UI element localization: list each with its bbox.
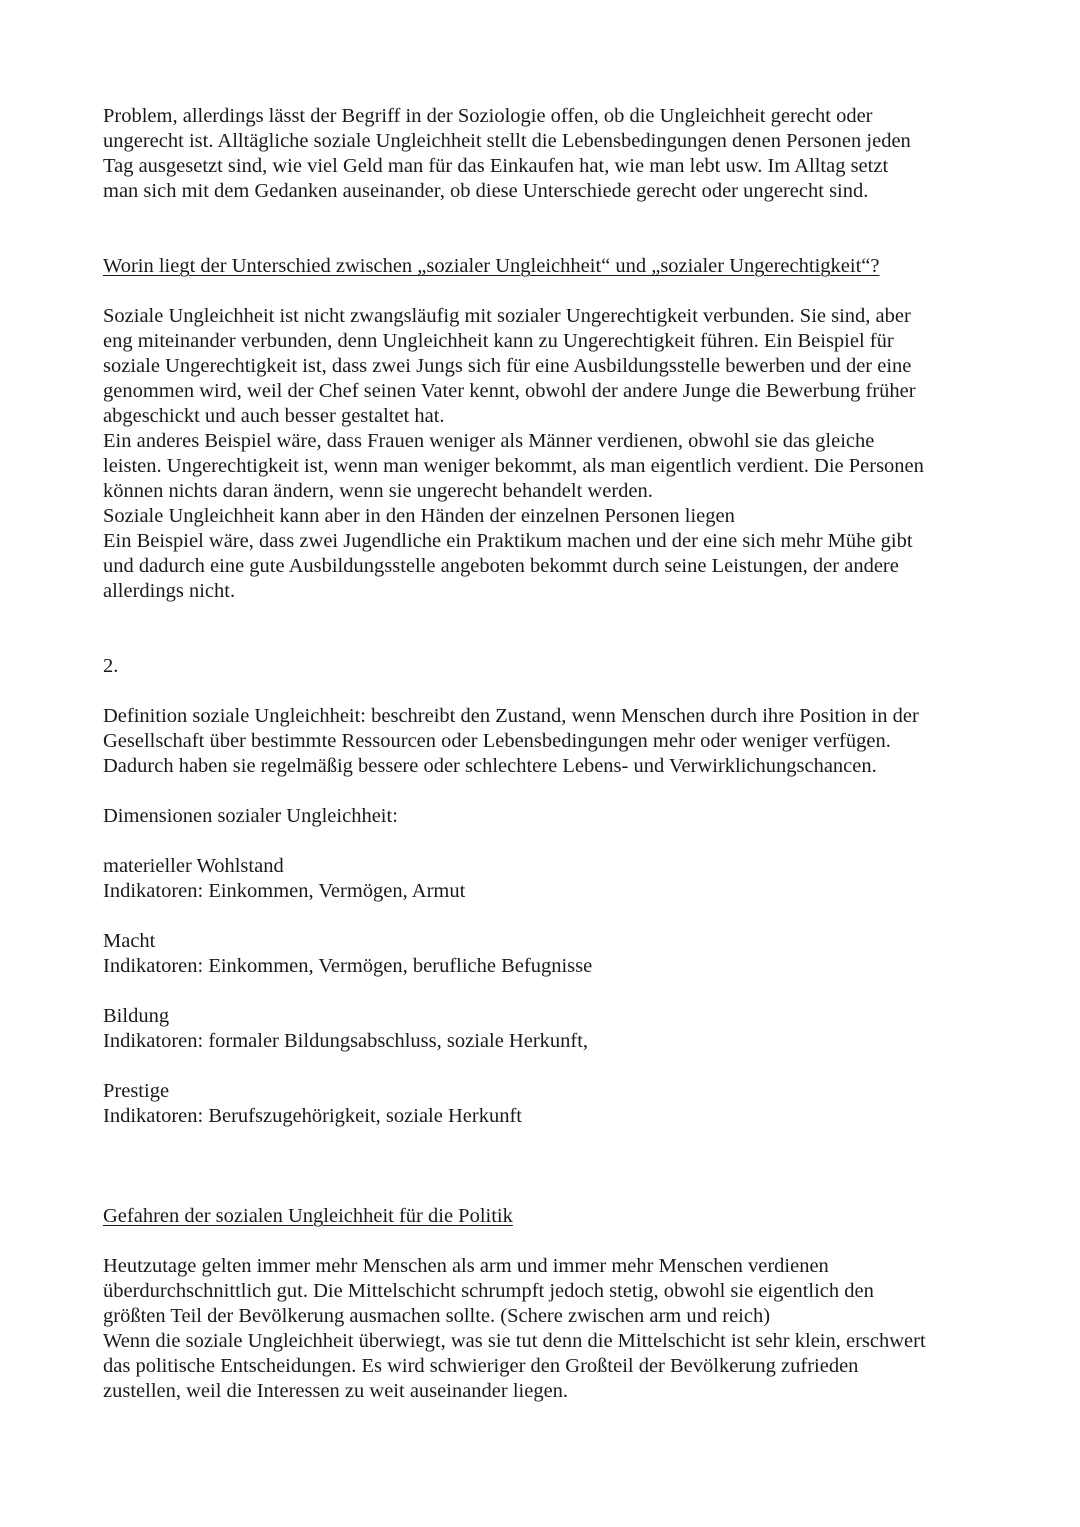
heading-text: Worin liegt der Unterschied zwischen „sozialer Ungleichheit“ und „sozialer Ungerechtigkeit“?	[103, 255, 880, 277]
text-line: zustellen, weil die Interessen zu weit auseinander liegen.	[103, 1380, 569, 1402]
section-heading-difference	[103, 254, 983, 279]
text-line: genommen wird, weil der Chef seinen Vater kennt, obwohl der andere Junge die Bewerbung früher	[103, 380, 916, 402]
text-line: das politische Entscheidungen. Es wird schwieriger den Großteil der Bevölkerung zufrieden	[103, 1355, 859, 1377]
dangers-paragraph	[103, 1254, 983, 1404]
text-line: überdurchschnittlich gut. Die Mittelschicht schrumpft jedoch stetig, obwohl sie eigentlich den	[103, 1280, 874, 1302]
text-line: Ein Beispiel wäre, dass zwei Jugendliche ein Praktikum machen und der eine sich mehr Mühe gibt	[103, 530, 913, 552]
text-line: abgeschickt und auch besser gestaltet hat.	[103, 405, 445, 427]
text-line: können nichts daran ändern, wenn sie ungerecht behandelt werden.	[103, 480, 653, 502]
text-line: größten Teil der Bevölkerung ausmachen sollte. (Schere zwischen arm und reich)	[103, 1305, 771, 1327]
document-page	[103, 104, 983, 1404]
text-line: Problem, allerdings lässt der Begriff in der Soziologie offen, ob die Ungleichheit gerecht oder	[103, 105, 873, 127]
text-line: und dadurch eine gute Ausbildungsstelle angeboten bekommt durch seine Leistungen, der andere	[103, 555, 899, 577]
section-number: 2.	[103, 655, 119, 677]
dimension-indicators: Indikatoren: Einkommen, Vermögen, Armut	[103, 880, 466, 902]
text-line: leisten. Ungerechtigkeit ist, wenn man weniger bekommt, als man eigentlich verdient. Die Personen	[103, 455, 924, 477]
text-line: Dadurch haben sie regelmäßig bessere oder schlechtere Lebens- und Verwirklichungschancen.	[103, 755, 877, 777]
text-line: Tag ausgesetzt sind, wie viel Geld man für das Einkaufen hat, wie man lebt usw. Im Alltag setzt	[103, 155, 889, 177]
intro-paragraph	[103, 104, 983, 204]
heading-text: Gefahren der sozialen Ungleichheit für die Politik	[103, 1205, 513, 1227]
dimensions-title: Dimensionen sozialer Ungleichheit:	[103, 805, 398, 827]
dimension-item	[103, 854, 983, 904]
section-heading-dangers	[103, 1204, 983, 1229]
text-line: allerdings nicht.	[103, 580, 236, 602]
text-line: Soziale Ungleichheit ist nicht zwangsläufig mit sozialer Ungerechtigkeit verbunden. Sie sind, aber	[103, 305, 911, 327]
text-line: eng miteinander verbunden, denn Ungleichheit kann zu Ungerechtigkeit führen. Ein Beispiel für	[103, 330, 894, 352]
text-line: Wenn die soziale Ungleichheit überwiegt, was sie tut denn die Mittelschicht ist sehr klein, erschwert	[103, 1330, 926, 1352]
definition-paragraph	[103, 704, 983, 779]
text-line: Heutzutage gelten immer mehr Menschen als arm und immer mehr Menschen verdienen	[103, 1255, 829, 1277]
text-line: man sich mit dem Gedanken auseinander, ob diese Unterschiede gerecht oder ungerecht sind.	[103, 180, 869, 202]
text-line: Definition soziale Ungleichheit: beschreibt den Zustand, wenn Menschen durch ihre Position in der	[103, 705, 919, 727]
dimension-item	[103, 929, 983, 979]
dimension-name: materieller Wohlstand	[103, 855, 284, 877]
text-line: Gesellschaft über bestimmte Ressourcen oder Lebensbedingungen mehr oder weniger verfügen.	[103, 730, 891, 752]
dimension-indicators: Indikatoren: formaler Bildungsabschluss, soziale Herkunft,	[103, 1030, 589, 1052]
dimension-name: Prestige	[103, 1080, 170, 1102]
text-line: Ein anderes Beispiel wäre, dass Frauen weniger als Männer verdienen, obwohl sie das gleiche	[103, 430, 875, 452]
dimension-name: Macht	[103, 930, 156, 952]
dimension-indicators: Indikatoren: Einkommen, Vermögen, berufliche Befugnisse	[103, 955, 593, 977]
dimension-indicators: Indikatoren: Berufszugehörigkeit, soziale Herkunft	[103, 1105, 522, 1127]
text-line: soziale Ungerechtigkeit ist, dass zwei Jungs sich für eine Ausbildungsstelle bewerben und der eine	[103, 355, 912, 377]
text-line: Soziale Ungleichheit kann aber in den Händen der einzelnen Personen liegen	[103, 505, 735, 527]
dimension-item	[103, 1004, 983, 1054]
dimension-name: Bildung	[103, 1005, 170, 1027]
text-line: ungerecht ist. Alltägliche soziale Ungleichheit stellt die Lebensbedingungen denen Personen jeden	[103, 130, 911, 152]
difference-paragraph	[103, 304, 983, 604]
dimension-item	[103, 1079, 983, 1129]
